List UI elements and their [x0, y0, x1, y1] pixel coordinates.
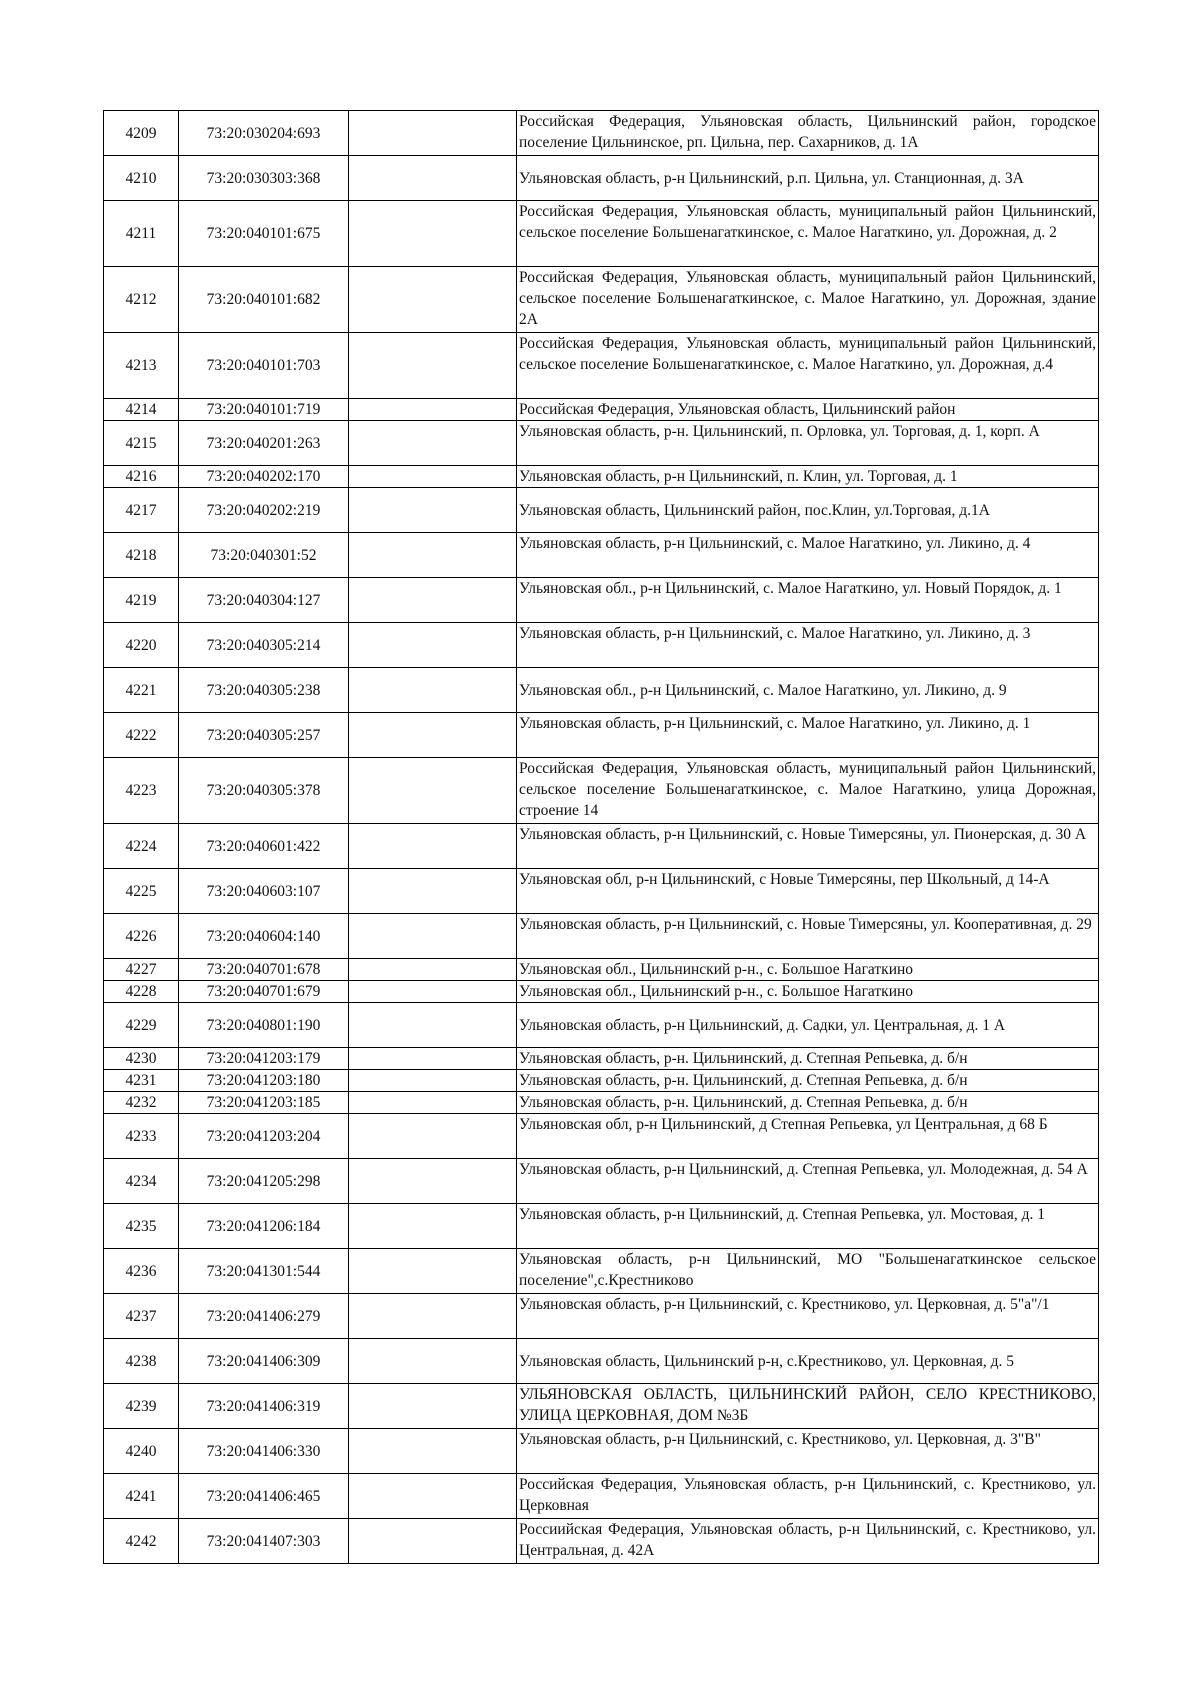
- cadastral-number: 73:20:030204:693: [179, 111, 349, 156]
- address-cell: Ульяновская область, Цильнинский р-н, с.Крестниково, ул. Церковная, д. 5: [517, 1339, 1099, 1384]
- cadastral-number: 73:20:041203:185: [179, 1092, 349, 1114]
- cadastral-number: 73:20:040701:678: [179, 959, 349, 981]
- cadastral-number: 73:20:041301:544: [179, 1249, 349, 1294]
- address-cell: Ульяновская область, р-н Цильнинский, с. Новые Тимерсяны, ул. Пионерская, д. 30 А: [517, 824, 1099, 869]
- empty-cell: [349, 959, 517, 981]
- empty-cell: [349, 1519, 517, 1564]
- cadastral-number: 73:20:040101:719: [179, 399, 349, 421]
- row-number: 4209: [104, 111, 179, 156]
- row-number: 4240: [104, 1429, 179, 1474]
- row-number: 4217: [104, 488, 179, 533]
- address-cell: Ульяновская область, р-н. Цильнинский, п. Орловка, ул. Торговая, д. 1, корп. А: [517, 421, 1099, 466]
- table-row: [104, 914, 1099, 959]
- cadastral-number: 73:20:040601:422: [179, 824, 349, 869]
- cadastral-number: 73:20:040201:263: [179, 421, 349, 466]
- row-number: 4211: [104, 201, 179, 267]
- cadastral-number: 73:20:040305:214: [179, 623, 349, 668]
- empty-cell: [349, 466, 517, 488]
- cadastral-number: 73:20:041203:179: [179, 1048, 349, 1070]
- table-row: [104, 1429, 1099, 1474]
- address-cell: Российская Федерация, Ульяновская область, Цильнинский район, городское поселение Цильнинское, рп. Цильна, пер. Сахарников, д. 1А: [517, 111, 1099, 156]
- cadastral-number: 73:20:040202:219: [179, 488, 349, 533]
- empty-cell: [349, 1114, 517, 1159]
- address-cell: Россиийская Федерация, Ульяновская область, р-н Цильнинский, с. Крестниково, ул. Центральная, д. 42А: [517, 1519, 1099, 1564]
- table-row: [104, 1003, 1099, 1048]
- empty-cell: [349, 1204, 517, 1249]
- row-number: 4227: [104, 959, 179, 981]
- empty-cell: [349, 267, 517, 333]
- row-number: 4210: [104, 156, 179, 201]
- empty-cell: [349, 578, 517, 623]
- cadastral-number: 73:20:040701:679: [179, 981, 349, 1003]
- table-row: [104, 1048, 1099, 1070]
- cadastral-number: 73:20:040101:703: [179, 333, 349, 399]
- table-row: [104, 1159, 1099, 1204]
- address-cell: Ульяновская обл., р-н Цильнинский, с. Малое Нагаткино, ул. Ликино, д. 9: [517, 668, 1099, 713]
- row-number: 4232: [104, 1092, 179, 1114]
- cadastral-number: 73:20:041206:184: [179, 1204, 349, 1249]
- empty-cell: [349, 981, 517, 1003]
- empty-cell: [349, 1474, 517, 1519]
- row-number: 4220: [104, 623, 179, 668]
- empty-cell: [349, 399, 517, 421]
- row-number: 4218: [104, 533, 179, 578]
- cadastral-number: 73:20:040304:127: [179, 578, 349, 623]
- table-row: [104, 421, 1099, 466]
- address-cell: Ульяновская область, р-н Цильнинский, д. Степная Репьевка, ул. Молодежная, д. 54 А: [517, 1159, 1099, 1204]
- cadastral-number: 73:20:041406:319: [179, 1384, 349, 1429]
- row-number: 4237: [104, 1294, 179, 1339]
- table-row: [104, 758, 1099, 824]
- address-cell: Ульяновская область, р-н Цильнинский, п. Клин, ул. Торговая, д. 1: [517, 466, 1099, 488]
- table-row: [104, 713, 1099, 758]
- address-cell: Российская Федерация, Ульяновская область, муниципальный район Цильнинский, сельское поселение Большенагаткинское, с. Малое Нагаткино, ул. Дорожная, д.4: [517, 333, 1099, 399]
- cadastral-number: 73:20:041406:330: [179, 1429, 349, 1474]
- row-number: 4222: [104, 713, 179, 758]
- row-number: 4212: [104, 267, 179, 333]
- table-row: [104, 1249, 1099, 1294]
- address-cell: Ульяновская область, р-н Цильнинский, МО "Большенагаткинское сельское поселение",с.Крестниково: [517, 1249, 1099, 1294]
- cadastral-number: 73:20:041406:465: [179, 1474, 349, 1519]
- address-cell: Ульяновская обл., р-н Цильнинский, с. Малое Нагаткино, ул. Новый Порядок, д. 1: [517, 578, 1099, 623]
- empty-cell: [349, 758, 517, 824]
- address-cell: Ульяновская область, р-н Цильнинский, р.п. Цильна, ул. Станционная, д. 3А: [517, 156, 1099, 201]
- address-cell: Ульяновская обл., Цильнинский р-н., с. Большое Нагаткино: [517, 959, 1099, 981]
- empty-cell: [349, 914, 517, 959]
- cadastral-number: 73:20:040202:170: [179, 466, 349, 488]
- empty-cell: [349, 1429, 517, 1474]
- row-number: 4230: [104, 1048, 179, 1070]
- table-row: [104, 1070, 1099, 1092]
- table-row: [104, 1114, 1099, 1159]
- empty-cell: [349, 421, 517, 466]
- empty-cell: [349, 1070, 517, 1092]
- address-cell: Ульяновская обл., Цильнинский р-н., с. Большое Нагаткино: [517, 981, 1099, 1003]
- empty-cell: [349, 1048, 517, 1070]
- row-number: 4214: [104, 399, 179, 421]
- cadastral-number: 73:20:040305:238: [179, 668, 349, 713]
- row-number: 4215: [104, 421, 179, 466]
- row-number: 4219: [104, 578, 179, 623]
- address-cell: Ульяновская область, р-н Цильнинский, с. Малое Нагаткино, ул. Ликино, д. 4: [517, 533, 1099, 578]
- row-number: 4221: [104, 668, 179, 713]
- table-row: [104, 1519, 1099, 1564]
- table-body: [104, 111, 1099, 1564]
- empty-cell: [349, 1003, 517, 1048]
- row-number: 4228: [104, 981, 179, 1003]
- empty-cell: [349, 156, 517, 201]
- cadastral-number: 73:20:041203:204: [179, 1114, 349, 1159]
- address-cell: Ульяновская область, р-н Цильнинский, с. Малое Нагаткино, ул. Ликино, д. 1: [517, 713, 1099, 758]
- address-cell: УЛЬЯНОВСКАЯ ОБЛАСТЬ, ЦИЛЬНИНСКИЙ РАЙОН, СЕЛО КРЕСТНИКОВО, УЛИЦА ЦЕРКОВНАЯ, ДОМ №3Б: [517, 1384, 1099, 1429]
- table-row: [104, 1339, 1099, 1384]
- table-row: [104, 466, 1099, 488]
- row-number: 4242: [104, 1519, 179, 1564]
- row-number: 4213: [104, 333, 179, 399]
- row-number: 4238: [104, 1339, 179, 1384]
- empty-cell: [349, 488, 517, 533]
- empty-cell: [349, 1159, 517, 1204]
- row-number: 4226: [104, 914, 179, 959]
- table-row: [104, 1294, 1099, 1339]
- table-row: [104, 1384, 1099, 1429]
- table-row: [104, 399, 1099, 421]
- empty-cell: [349, 869, 517, 914]
- cadastral-number: 73:20:041203:180: [179, 1070, 349, 1092]
- row-number: 4231: [104, 1070, 179, 1092]
- table-row: [104, 981, 1099, 1003]
- table-row: [104, 1092, 1099, 1114]
- empty-cell: [349, 824, 517, 869]
- row-number: 4229: [104, 1003, 179, 1048]
- table-row: [104, 156, 1099, 201]
- row-number: 4224: [104, 824, 179, 869]
- address-cell: Ульяновская область, р-н. Цильнинский, д. Степная Репьевка, д. б/н: [517, 1048, 1099, 1070]
- table-row: [104, 578, 1099, 623]
- row-number: 4235: [104, 1204, 179, 1249]
- address-cell: Ульяновская область, р-н. Цильнинский, д. Степная Репьевка, д. б/н: [517, 1092, 1099, 1114]
- cadastral-number: 73:20:040603:107: [179, 869, 349, 914]
- row-number: 4223: [104, 758, 179, 824]
- table-row: [104, 824, 1099, 869]
- address-cell: Российская Федерация, Ульяновская область, муниципальный район Цильнинский, сельское поселение Большенагаткинское, с. Малое Нагаткино, ул. Дорожная, д. 2: [517, 201, 1099, 267]
- address-cell: Ульяновская область, р-н Цильнинский, с. Малое Нагаткино, ул. Ликино, д. 3: [517, 623, 1099, 668]
- empty-cell: [349, 333, 517, 399]
- table-row: [104, 959, 1099, 981]
- row-number: 4216: [104, 466, 179, 488]
- cadastral-number: 73:20:040101:675: [179, 201, 349, 267]
- row-number: 4233: [104, 1114, 179, 1159]
- address-cell: Ульяновская область, р-н Цильнинский, д. Степная Репьевка, ул. Мостовая, д. 1: [517, 1204, 1099, 1249]
- table-row: [104, 1204, 1099, 1249]
- address-cell: Ульяновская область, р-н Цильнинский, с. Крестниково, ул. Церковная, д. 3"В": [517, 1429, 1099, 1474]
- row-number: 4239: [104, 1384, 179, 1429]
- table-row: [104, 488, 1099, 533]
- empty-cell: [349, 111, 517, 156]
- cadastral-number: 73:20:041406:279: [179, 1294, 349, 1339]
- empty-cell: [349, 1092, 517, 1114]
- cadastral-number: 73:20:040604:140: [179, 914, 349, 959]
- address-cell: Ульяновская область, р-н Цильнинский, с. Новые Тимерсяны, ул. Кооперативная, д. 29: [517, 914, 1099, 959]
- address-cell: Российская Федерация, Ульяновская область, муниципальный район Цильнинский, сельское поселение Большенагаткинское, с. Малое Нагаткино, улица Дорожная, строение 14: [517, 758, 1099, 824]
- cadastral-number: 73:20:041205:298: [179, 1159, 349, 1204]
- row-number: 4236: [104, 1249, 179, 1294]
- cadastral-number: 73:20:040101:682: [179, 267, 349, 333]
- cadastral-number: 73:20:041406:309: [179, 1339, 349, 1384]
- cadastral-number: 73:20:040801:190: [179, 1003, 349, 1048]
- address-cell: Ульяновская область, р-н. Цильнинский, д. Степная Репьевка, д. б/н: [517, 1070, 1099, 1092]
- empty-cell: [349, 533, 517, 578]
- empty-cell: [349, 201, 517, 267]
- address-cell: Ульяновская область, р-н Цильнинский, с. Крестниково, ул. Церковная, д. 5"а"/1: [517, 1294, 1099, 1339]
- cadastral-number: 73:20:040301:52: [179, 533, 349, 578]
- cadastral-number: 73:20:040305:257: [179, 713, 349, 758]
- empty-cell: [349, 1294, 517, 1339]
- cadastral-number: 73:20:041407:303: [179, 1519, 349, 1564]
- property-registry-table: [103, 110, 1099, 1564]
- table-row: [104, 267, 1099, 333]
- table-row: [104, 668, 1099, 713]
- table-row: [104, 111, 1099, 156]
- row-number: 4225: [104, 869, 179, 914]
- empty-cell: [349, 1384, 517, 1429]
- address-cell: Российская Федерация, Ульяновская область, р-н Цильнинский, с. Крестниково, ул. Церковная: [517, 1474, 1099, 1519]
- address-cell: Ульяновская обл, р-н Цильнинский, д Степная Репьевка, ул Центральная, д 68 Б: [517, 1114, 1099, 1159]
- address-cell: Российская Федерация, Ульяновская область, муниципальный район Цильнинский, сельское поселение Большенагаткинское, с. Малое Нагаткино, ул. Дорожная, здание 2А: [517, 267, 1099, 333]
- address-cell: Ульяновская обл, р-н Цильнинский, с Новые Тимерсяны, пер Школьный, д 14-А: [517, 869, 1099, 914]
- empty-cell: [349, 668, 517, 713]
- table-row: [104, 623, 1099, 668]
- address-cell: Российская Федерация, Ульяновская область, Цильнинский район: [517, 399, 1099, 421]
- empty-cell: [349, 623, 517, 668]
- cadastral-number: 73:20:040305:378: [179, 758, 349, 824]
- empty-cell: [349, 1249, 517, 1294]
- empty-cell: [349, 713, 517, 758]
- table-row: [104, 869, 1099, 914]
- row-number: 4234: [104, 1159, 179, 1204]
- empty-cell: [349, 1339, 517, 1384]
- address-cell: Ульяновская область, Цильнинский район, пос.Клин, ул.Торговая, д.1А: [517, 488, 1099, 533]
- table-row: [104, 533, 1099, 578]
- table-row: [104, 201, 1099, 267]
- table-row: [104, 333, 1099, 399]
- row-number: 4241: [104, 1474, 179, 1519]
- table-row: [104, 1474, 1099, 1519]
- address-cell: Ульяновская область, р-н Цильнинский, д. Садки, ул. Центральная, д. 1 А: [517, 1003, 1099, 1048]
- cadastral-number: 73:20:030303:368: [179, 156, 349, 201]
